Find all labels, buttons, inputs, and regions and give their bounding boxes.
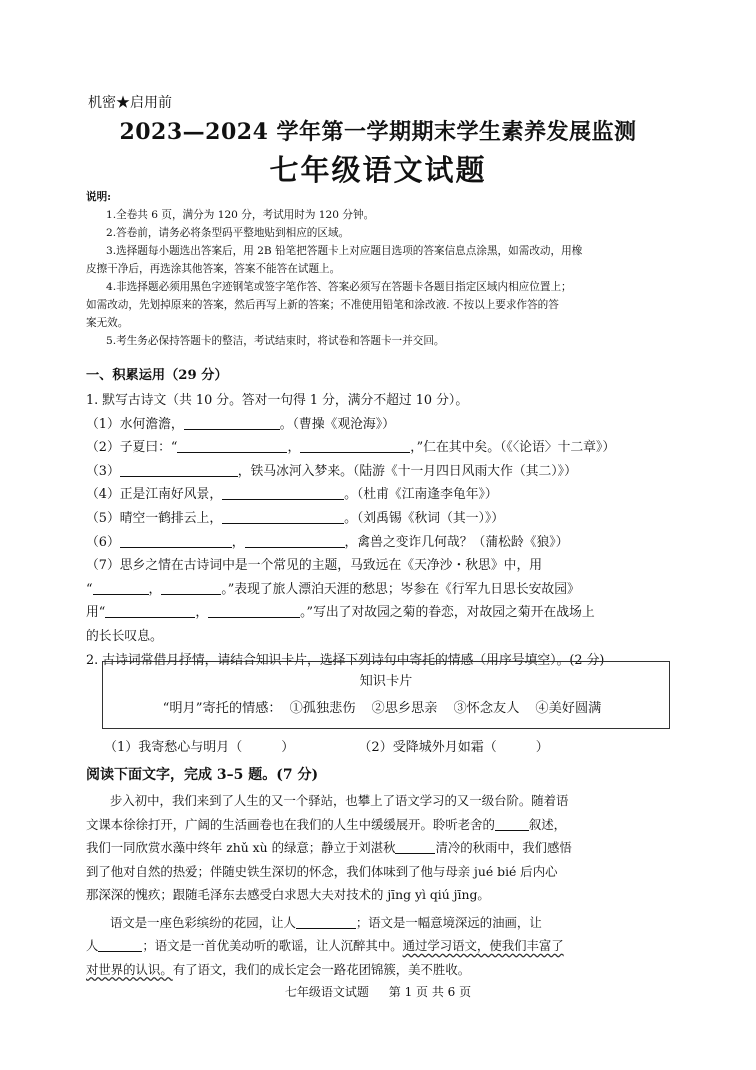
q1-line-5: （5）晴空一鹤排云上， 。（刘禹锡《秋词（其一）》） [86, 510, 505, 526]
exam-subtitle: 七年级语文试题 [269, 153, 487, 187]
passage-line: 文课本徐徐打开，广阔的生活画卷也在我们的人生中缓缓展开。聆听老舍的 叙述， [86, 816, 567, 832]
instruction-item: 5.考生务必保持答题卡的整洁，考试结束时，将试卷和答题卡一并交回。 [106, 335, 445, 347]
knowledge-card [102, 661, 670, 729]
exam-title: 2023—2024 学年第一学期期末学生素养发展监测 [119, 119, 637, 145]
card-option: ④美好圆满 [535, 701, 602, 716]
answer-blank[interactable] [98, 937, 142, 952]
confidential-mark: 机密★启用前 [88, 95, 172, 111]
answer-blank[interactable] [296, 914, 356, 929]
answer-blank[interactable] [300, 438, 410, 453]
instructions-label: 说明: [86, 191, 112, 203]
question-1 [86, 389, 680, 672]
reading-passage [86, 789, 680, 981]
answer-blank[interactable] [222, 485, 344, 500]
answer-blank[interactable] [208, 603, 300, 618]
answer-blank[interactable] [161, 580, 221, 595]
answer-blank[interactable] [120, 533, 232, 548]
answer-blank[interactable] [177, 438, 287, 453]
q1-line-10: 的长长叹息。 [86, 628, 163, 644]
q1-line-4: （4）正是江南好风景， 。（杜甫《江南逢李龟年》） [86, 487, 498, 503]
footer-exam-name: 七年级语文试题 [284, 985, 369, 999]
card-body [103, 697, 669, 716]
card-title: 知识卡片 [359, 674, 413, 689]
footer-page-number: 第 1 页 共 6 页 [388, 985, 472, 999]
q1-line-2: （2）子夏曰：“ ， ，”仁在其中矣。（《〈论语〉十二章》） [86, 440, 616, 456]
answer-blank[interactable] [184, 415, 280, 430]
instruction-item: 2.答卷前，请务必将条型码平整地贴到相应的区域。 [106, 227, 350, 239]
q2-item-2[interactable]: （2）受降城外月如霜（ ） [358, 740, 549, 755]
q1-line-9: 用“ ， 。”写出了对故园之菊的眷恋，对故园之菊开在战场上 [86, 605, 595, 621]
q1-stem: 1. 默写古诗文（共 10 分。答对一句得 1 分，满分不超过 10 分）。 [86, 393, 469, 408]
wavy-underlined-sentence: 对世界的认识。 [86, 961, 173, 977]
instruction-item: 3.选择题每小题选出答案后，用 2B 铅笔把答题卡上对应题目选项的答案信息点涂黑，如需改动，用橡 [106, 245, 583, 257]
instruction-item: 如需改动，先划掉原来的答案，然后再写上新的答案；不准使用铅笔和涂改液. 不按以上要求作答的答 [86, 299, 559, 311]
answer-blank[interactable] [105, 603, 195, 618]
answer-blank[interactable] [120, 462, 238, 477]
card-option: ①孤独悲伤 [289, 701, 356, 716]
q2-items [104, 736, 609, 755]
answer-blank[interactable] [93, 580, 149, 595]
q1-line-1: （1）水何澹澹， 。（曹操《观沧海》） [86, 416, 395, 432]
section-heading: 一、积累运用（29 分） [86, 368, 228, 383]
answer-blank[interactable] [395, 839, 435, 854]
q1-line-8: “ ， 。”表现了旅人漂泊天涯的愁思；岑参在《行军九日思长安故园》 [86, 581, 580, 597]
q1-line-3: （3） ，铁马冰河入梦来。（陆游《十一月四日风雨大作（其二）》） [86, 463, 577, 479]
instruction-item: 皮擦干净后，再选涂其他答案，答案不能答在试题上。 [86, 263, 341, 275]
instruction-item: 4.非选择题必须用黑色字迹钢笔或签字笔作答、答案必须写在答题卡各题目指定区域内相应位置上； [106, 281, 572, 293]
passage-line: 我们一同欣赏水藻中终年 zhǔ xù 的绿意；静立于刘湛秋 清冷的秋雨中，我们感悟 [86, 840, 572, 855]
answer-blank[interactable] [495, 816, 529, 831]
instruction-item: 1.全卷共 6 页，满分为 120 分，考试用时为 120 分钟。 [106, 209, 375, 221]
card-intro: “明月”寄托的情感： [162, 701, 282, 716]
answer-blank[interactable] [245, 533, 345, 548]
passage-line: 那深深的愧疚；跟随毛泽东去感受白求恩大夫对技术的 jīng yì qiú jīng。 [86, 887, 490, 902]
instructions [86, 188, 682, 350]
wavy-underlined-sentence: 通过学习语文，使我们丰富了 [402, 938, 564, 953]
passage-line: 到了他对自然的热爱；伴随史铁生深切的怀念，我们体味到了他与母亲 jué bié 后内心 [86, 863, 558, 879]
q2-item-1[interactable]: （1）我寄愁心与明月（ ） [104, 740, 295, 755]
q1-line-6: （6） ， ，禽兽之变诈几何哉？（蒲松龄《狼》） [86, 534, 569, 550]
q2-stem: 2. 古诗词常借月抒情，请结合知识卡片，选择下列诗句中寄托的情感（用序号填空）。(2 分) [86, 652, 605, 668]
instruction-item: 案无效。 [86, 317, 129, 329]
q1-line-7: （7）思乡之情在古诗词中是一个常见的主题，马致远在《天净沙・秋思》中，用 [86, 558, 543, 574]
passage-line: 语文是一座色彩缤纷的花园，让人 ；语文是一幅意境深远的油画，让 [110, 914, 542, 930]
answer-blank[interactable] [222, 509, 344, 524]
card-option: ③怀念友人 [453, 701, 520, 716]
passage-line: 步入初中，我们来到了人生的又一个驿站，也攀上了语文学习的又一级台阶。随着语 [110, 793, 569, 808]
card-option: ②思乡思亲 [371, 701, 438, 716]
page-footer [0, 983, 756, 1000]
reading-heading: 阅读下面文字，完成 3–5 题。(7 分) [86, 767, 319, 783]
passage-line: 人 ；语文是一首优美动听的歌谣，让人沉醉其中。通过学习语文，使我们丰富了 [86, 938, 564, 953]
passage-line: 对世界的认识。有了语文，我们的成长定会一路花团锦簇，美不胜收。 [86, 961, 471, 977]
